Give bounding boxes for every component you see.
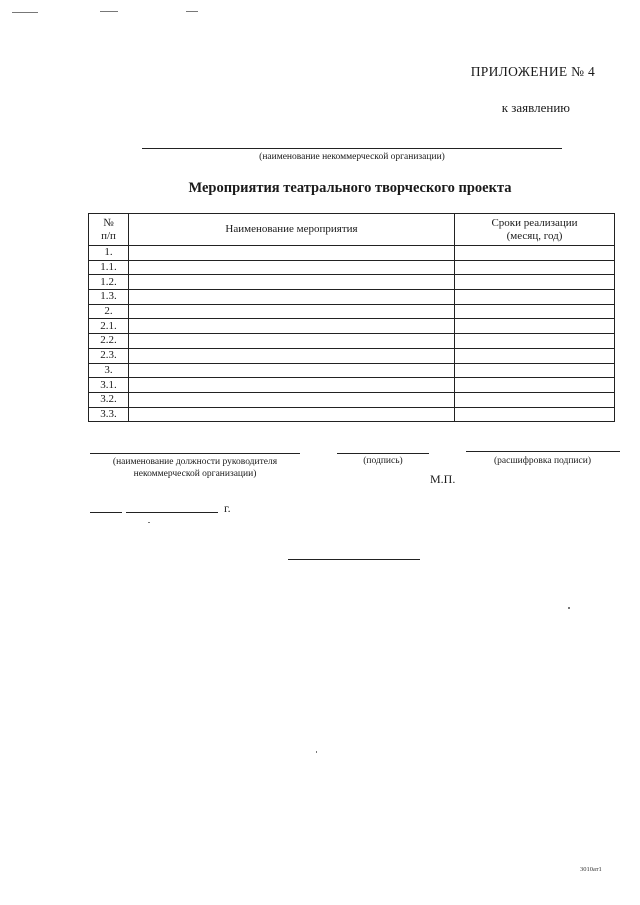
- row-number: 2.2.: [89, 334, 129, 349]
- table-row: [89, 246, 615, 261]
- signature-decoding-caption: (расшифровка подписи): [494, 456, 591, 466]
- appendix-number: ПРИЛОЖЕНИЕ № 4: [470, 64, 595, 79]
- signature-caption: (подпись): [363, 456, 403, 466]
- timeline-cell: [455, 334, 615, 349]
- organization-name-caption: (наименование некоммерческой организации): [259, 152, 445, 162]
- signature-line: [337, 453, 429, 454]
- row-number: 3.1.: [89, 378, 129, 393]
- event-name-cell: [129, 246, 455, 261]
- scan-speck: [148, 522, 150, 523]
- event-name-cell: [129, 290, 455, 305]
- timeline-cell: [455, 363, 615, 378]
- document-code: 3010ат1: [580, 866, 602, 873]
- timeline-cell: [455, 275, 615, 290]
- table-row: [89, 334, 615, 349]
- event-name-cell: [129, 334, 455, 349]
- timeline-cell: [455, 392, 615, 407]
- row-number: 1.: [89, 246, 129, 261]
- event-name-cell: [129, 319, 455, 334]
- row-number: 2.1.: [89, 319, 129, 334]
- timeline-cell: [455, 246, 615, 261]
- row-number: 1.3.: [89, 290, 129, 305]
- column-header-event-name: Наименование мероприятия: [129, 214, 455, 246]
- table-row: [89, 348, 615, 363]
- table-row: [89, 378, 615, 393]
- row-number: 3.: [89, 363, 129, 378]
- table-row: [89, 319, 615, 334]
- event-name-cell: [129, 378, 455, 393]
- position-caption: (наименование должности руководителя некоммерческой организации): [112, 457, 278, 479]
- table-row: [89, 304, 615, 319]
- date-month-line: [126, 512, 218, 513]
- position-line: [90, 453, 300, 454]
- timeline-cell: [455, 407, 615, 422]
- row-number: 2.3.: [89, 348, 129, 363]
- bottom-line: [288, 559, 420, 560]
- timeline-cell: [455, 378, 615, 393]
- timeline-cell: [455, 348, 615, 363]
- table-row: [89, 275, 615, 290]
- table-row: [89, 392, 615, 407]
- timeline-cell: [455, 260, 615, 275]
- row-number: 1.1.: [89, 260, 129, 275]
- document-title: Мероприятия театрального творческого проекта: [188, 180, 512, 196]
- event-name-cell: [129, 392, 455, 407]
- event-name-cell: [129, 363, 455, 378]
- row-number: 2.: [89, 304, 129, 319]
- events-table: [88, 213, 615, 422]
- event-name-cell: [129, 348, 455, 363]
- event-name-cell: [129, 407, 455, 422]
- scan-speck: [568, 607, 570, 609]
- event-name-cell: [129, 304, 455, 319]
- event-name-cell: [129, 260, 455, 275]
- timeline-cell: [455, 304, 615, 319]
- row-number: 3.3.: [89, 407, 129, 422]
- date-year-suffix: г.: [224, 501, 231, 515]
- timeline-cell: [455, 290, 615, 305]
- event-name-cell: [129, 275, 455, 290]
- timeline-cell: [455, 319, 615, 334]
- row-number: 3.2.: [89, 392, 129, 407]
- table-row: [89, 290, 615, 305]
- row-number: 1.2.: [89, 275, 129, 290]
- scan-speck: [316, 751, 317, 753]
- appendix-subtitle: к заявлению: [501, 100, 570, 115]
- table-row: [89, 260, 615, 275]
- stamp-placeholder: М.П.: [430, 472, 456, 486]
- organization-name-line: [142, 148, 562, 149]
- events-table-header: [89, 214, 615, 246]
- scan-speck: [186, 11, 198, 12]
- table-row: [89, 407, 615, 422]
- column-header-number: № п/п: [89, 214, 129, 246]
- table-row: [89, 363, 615, 378]
- signature-decoding-line: [466, 451, 620, 452]
- date-day-line: [90, 512, 122, 513]
- scan-speck: [100, 11, 118, 12]
- column-header-timeline: Сроки реализации (месяц, год): [455, 214, 615, 246]
- scan-speck: [12, 12, 38, 13]
